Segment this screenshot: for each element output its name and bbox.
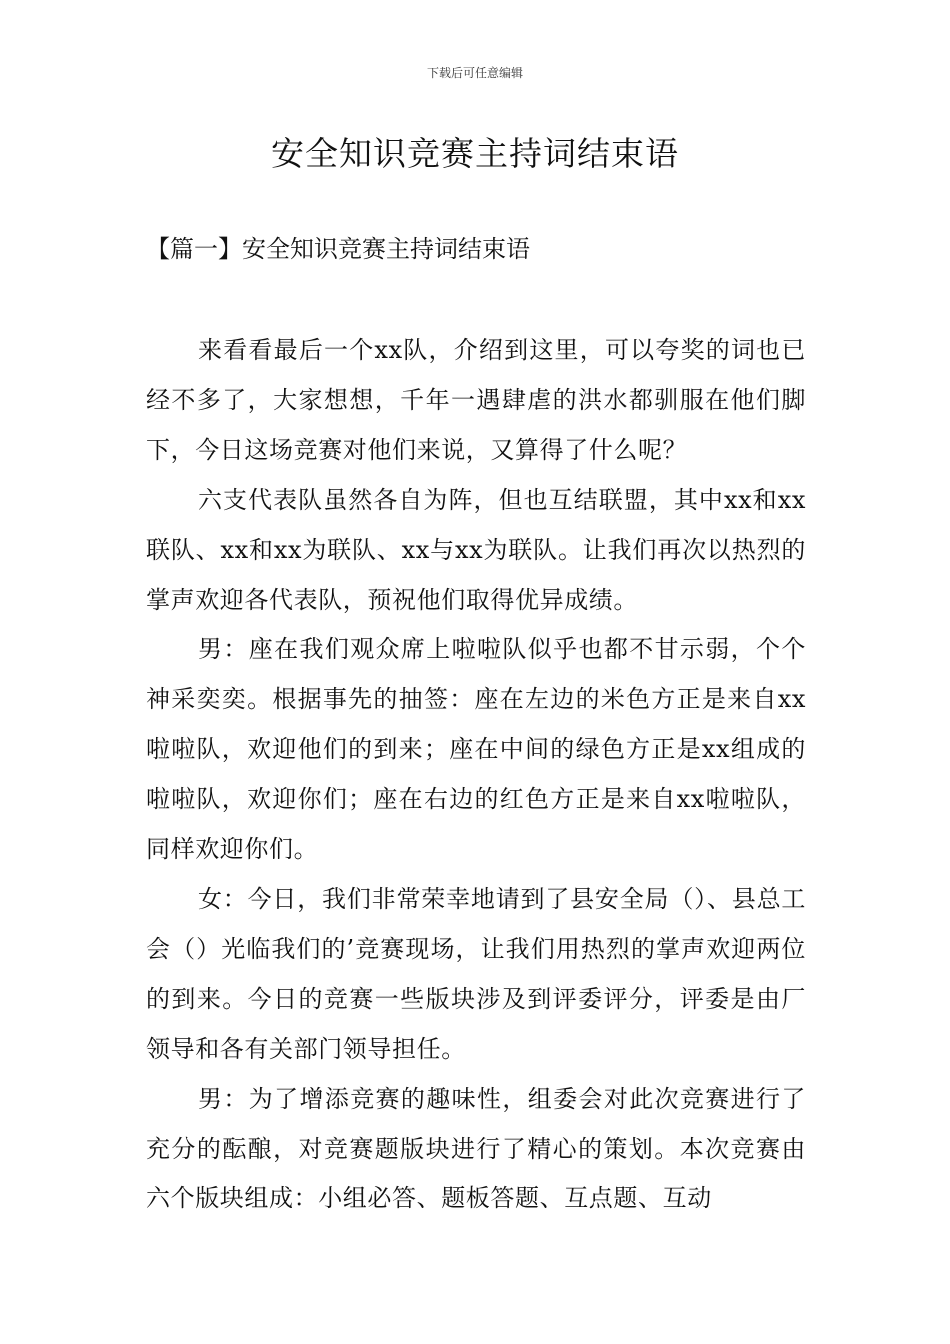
section-heading: 【篇一】安全知识竞赛主持词结束语 [146,235,530,263]
paragraph: 来看看最后一个xx队，介绍到这里，可以夸奖的词也已经不多了，大家想想，千年一遇肆虐的洪水都驯服在他们脚下，今日这场竞赛对他们来说，又算得了什么呢？ [146,336,806,464]
paragraph: 男：座在我们观众席上啦啦队似乎也都不甘示弱，个个神采奕奕。根据事先的抽签：座在左边的米色方正是来自xx啦啦队，欢迎他们的到来；座在中间的绿色方正是xx组成的啦啦队，欢迎你们；座在右边的红色方正是来自xx啦啦队，同样欢迎你们。 [146,635,806,864]
header-note: 下载后可任意编辑 [426,66,523,80]
paragraph: 女：今日，我们非常荣幸地请到了县安全局（）、县总工会（）光临我们的’竞赛现场，让我们用热烈的掌声欢迎两位的到来。今日的竞赛一些版块涉及到评委评分，评委是由厂领导和各有关部门领导担任。 [146,884,806,1063]
paragraph: 六支代表队虽然各自为阵，但也互结联盟，其中xx和xx联队、xx和xx为联队、xx与xx为联队。让我们再次以热烈的掌声欢迎各代表队，预祝他们取得优异成绩。 [146,485,806,614]
body-text [146,326,806,1224]
document-title: 安全知识竞赛主持词结束语 [271,134,679,173]
paragraph: 男：为了增添竞赛的趣味性，组委会对此次竞赛进行了充分的酝酿，对竞赛题版块进行了精心的策划。本次竞赛由六个版块组成：小组必答、题板答题、互点题、互动 [146,1084,806,1213]
